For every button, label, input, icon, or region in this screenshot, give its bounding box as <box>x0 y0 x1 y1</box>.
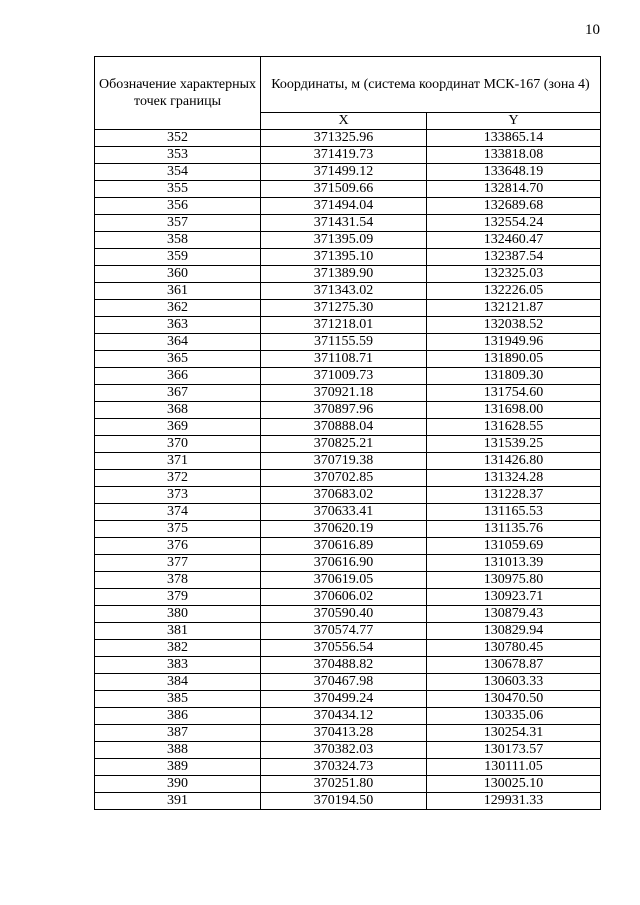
point-cell: 360 <box>95 266 261 283</box>
x-cell: 370616.90 <box>261 555 427 572</box>
x-cell: 370488.82 <box>261 657 427 674</box>
table-row <box>95 266 601 283</box>
x-cell: 370633.41 <box>261 504 427 521</box>
point-cell: 374 <box>95 504 261 521</box>
y-cell: 129931.33 <box>427 793 601 810</box>
x-cell: 370324.73 <box>261 759 427 776</box>
table-row <box>95 419 601 436</box>
point-cell: 359 <box>95 249 261 266</box>
x-cell: 370825.21 <box>261 436 427 453</box>
table-row <box>95 232 601 249</box>
x-cell: 370382.03 <box>261 742 427 759</box>
table-row <box>95 606 601 623</box>
y-cell: 131165.53 <box>427 504 601 521</box>
y-cell: 130879.43 <box>427 606 601 623</box>
y-cell: 131228.37 <box>427 487 601 504</box>
x-cell: 371218.01 <box>261 317 427 334</box>
point-cell: 379 <box>95 589 261 606</box>
x-cell: 371325.96 <box>261 130 427 147</box>
y-cell: 131809.30 <box>427 368 601 385</box>
table-row <box>95 589 601 606</box>
point-cell: 381 <box>95 623 261 640</box>
table-row <box>95 504 601 521</box>
y-cell: 130603.33 <box>427 674 601 691</box>
header-coordinates: Координаты, м (система координат МСК-167 (зона 4) <box>261 57 601 113</box>
x-cell: 370251.80 <box>261 776 427 793</box>
x-cell: 370590.40 <box>261 606 427 623</box>
point-cell: 355 <box>95 181 261 198</box>
y-cell: 130335.06 <box>427 708 601 725</box>
table-row <box>95 487 601 504</box>
table-row <box>95 130 601 147</box>
table-row <box>95 351 601 368</box>
y-cell: 130678.87 <box>427 657 601 674</box>
y-cell: 131539.25 <box>427 436 601 453</box>
x-cell: 370620.19 <box>261 521 427 538</box>
x-cell: 370413.28 <box>261 725 427 742</box>
y-cell: 132689.68 <box>427 198 601 215</box>
point-cell: 356 <box>95 198 261 215</box>
x-cell: 370897.96 <box>261 402 427 419</box>
x-cell: 370702.85 <box>261 470 427 487</box>
x-cell: 370619.05 <box>261 572 427 589</box>
y-cell: 130829.94 <box>427 623 601 640</box>
y-cell: 132554.24 <box>427 215 601 232</box>
y-cell: 131324.28 <box>427 470 601 487</box>
x-cell: 371419.73 <box>261 147 427 164</box>
y-cell: 132121.87 <box>427 300 601 317</box>
y-cell: 132814.70 <box>427 181 601 198</box>
y-cell: 130254.31 <box>427 725 601 742</box>
table-row <box>95 300 601 317</box>
x-cell: 370719.38 <box>261 453 427 470</box>
table-row <box>95 215 601 232</box>
table-row <box>95 674 601 691</box>
table-row <box>95 436 601 453</box>
point-cell: 352 <box>95 130 261 147</box>
y-cell: 131754.60 <box>427 385 601 402</box>
x-cell: 371509.66 <box>261 181 427 198</box>
table-row <box>95 368 601 385</box>
point-cell: 371 <box>95 453 261 470</box>
x-cell: 370467.98 <box>261 674 427 691</box>
point-cell: 373 <box>95 487 261 504</box>
table-row <box>95 521 601 538</box>
table-row <box>95 249 601 266</box>
point-cell: 382 <box>95 640 261 657</box>
y-cell: 131949.96 <box>427 334 601 351</box>
x-cell: 371494.04 <box>261 198 427 215</box>
y-cell: 132460.47 <box>427 232 601 249</box>
y-cell: 133648.19 <box>427 164 601 181</box>
table-row <box>95 198 601 215</box>
y-cell: 130923.71 <box>427 589 601 606</box>
page-number: 10 <box>585 22 600 38</box>
y-cell: 130780.45 <box>427 640 601 657</box>
point-cell: 364 <box>95 334 261 351</box>
y-cell: 133865.14 <box>427 130 601 147</box>
point-cell: 386 <box>95 708 261 725</box>
point-cell: 353 <box>95 147 261 164</box>
x-cell: 371108.71 <box>261 351 427 368</box>
point-cell: 385 <box>95 691 261 708</box>
x-cell: 370574.77 <box>261 623 427 640</box>
y-cell: 133818.08 <box>427 147 601 164</box>
point-cell: 380 <box>95 606 261 623</box>
x-cell: 370556.54 <box>261 640 427 657</box>
point-cell: 363 <box>95 317 261 334</box>
y-cell: 131013.39 <box>427 555 601 572</box>
table-row <box>95 181 601 198</box>
coordinates-table <box>94 56 601 810</box>
point-cell: 383 <box>95 657 261 674</box>
table-row <box>95 725 601 742</box>
x-cell: 370921.18 <box>261 385 427 402</box>
point-cell: 387 <box>95 725 261 742</box>
point-cell: 362 <box>95 300 261 317</box>
x-cell: 370888.04 <box>261 419 427 436</box>
y-cell: 131698.00 <box>427 402 601 419</box>
y-cell: 132038.52 <box>427 317 601 334</box>
table-row <box>95 759 601 776</box>
point-cell: 391 <box>95 793 261 810</box>
point-cell: 375 <box>95 521 261 538</box>
x-cell: 370606.02 <box>261 589 427 606</box>
point-cell: 357 <box>95 215 261 232</box>
y-cell: 131135.76 <box>427 521 601 538</box>
point-cell: 384 <box>95 674 261 691</box>
point-cell: 389 <box>95 759 261 776</box>
table-row <box>95 555 601 572</box>
point-cell: 388 <box>95 742 261 759</box>
point-cell: 361 <box>95 283 261 300</box>
point-cell: 370 <box>95 436 261 453</box>
table-row <box>95 572 601 589</box>
table-row <box>95 691 601 708</box>
x-cell: 371009.73 <box>261 368 427 385</box>
table-row <box>95 283 601 300</box>
x-cell: 371395.10 <box>261 249 427 266</box>
point-cell: 390 <box>95 776 261 793</box>
x-cell: 371395.09 <box>261 232 427 249</box>
y-cell: 130975.80 <box>427 572 601 589</box>
point-cell: 368 <box>95 402 261 419</box>
table-row <box>95 538 601 555</box>
y-cell: 130173.57 <box>427 742 601 759</box>
header-x: X <box>261 112 427 129</box>
table-row <box>95 470 601 487</box>
y-cell: 131059.69 <box>427 538 601 555</box>
x-cell: 370434.12 <box>261 708 427 725</box>
point-cell: 365 <box>95 351 261 368</box>
point-cell: 378 <box>95 572 261 589</box>
table-row <box>95 793 601 810</box>
x-cell: 370499.24 <box>261 691 427 708</box>
x-cell: 371431.54 <box>261 215 427 232</box>
point-cell: 366 <box>95 368 261 385</box>
x-cell: 371343.02 <box>261 283 427 300</box>
point-cell: 367 <box>95 385 261 402</box>
y-cell: 130025.10 <box>427 776 601 793</box>
y-cell: 132387.54 <box>427 249 601 266</box>
table-row <box>95 708 601 725</box>
table-row <box>95 742 601 759</box>
y-cell: 130111.05 <box>427 759 601 776</box>
table-row <box>95 776 601 793</box>
x-cell: 370616.89 <box>261 538 427 555</box>
table-row <box>95 334 601 351</box>
x-cell: 371275.30 <box>261 300 427 317</box>
table-row <box>95 164 601 181</box>
table-row <box>95 453 601 470</box>
x-cell: 370194.50 <box>261 793 427 810</box>
x-cell: 371389.90 <box>261 266 427 283</box>
table-row <box>95 317 601 334</box>
y-cell: 131426.80 <box>427 453 601 470</box>
point-cell: 377 <box>95 555 261 572</box>
table-row <box>95 147 601 164</box>
table-row <box>95 623 601 640</box>
y-cell: 131890.05 <box>427 351 601 368</box>
point-cell: 372 <box>95 470 261 487</box>
header-point-label: Обозначение характерных точек границы <box>95 57 261 130</box>
y-cell: 132325.03 <box>427 266 601 283</box>
table-row <box>95 385 601 402</box>
point-cell: 354 <box>95 164 261 181</box>
table-row <box>95 402 601 419</box>
x-cell: 370683.02 <box>261 487 427 504</box>
table-body <box>95 130 601 810</box>
x-cell: 371155.59 <box>261 334 427 351</box>
point-cell: 358 <box>95 232 261 249</box>
y-cell: 131628.55 <box>427 419 601 436</box>
header-y: Y <box>427 112 601 129</box>
point-cell: 369 <box>95 419 261 436</box>
y-cell: 130470.50 <box>427 691 601 708</box>
y-cell: 132226.05 <box>427 283 601 300</box>
table-row <box>95 640 601 657</box>
table-row <box>95 657 601 674</box>
x-cell: 371499.12 <box>261 164 427 181</box>
point-cell: 376 <box>95 538 261 555</box>
